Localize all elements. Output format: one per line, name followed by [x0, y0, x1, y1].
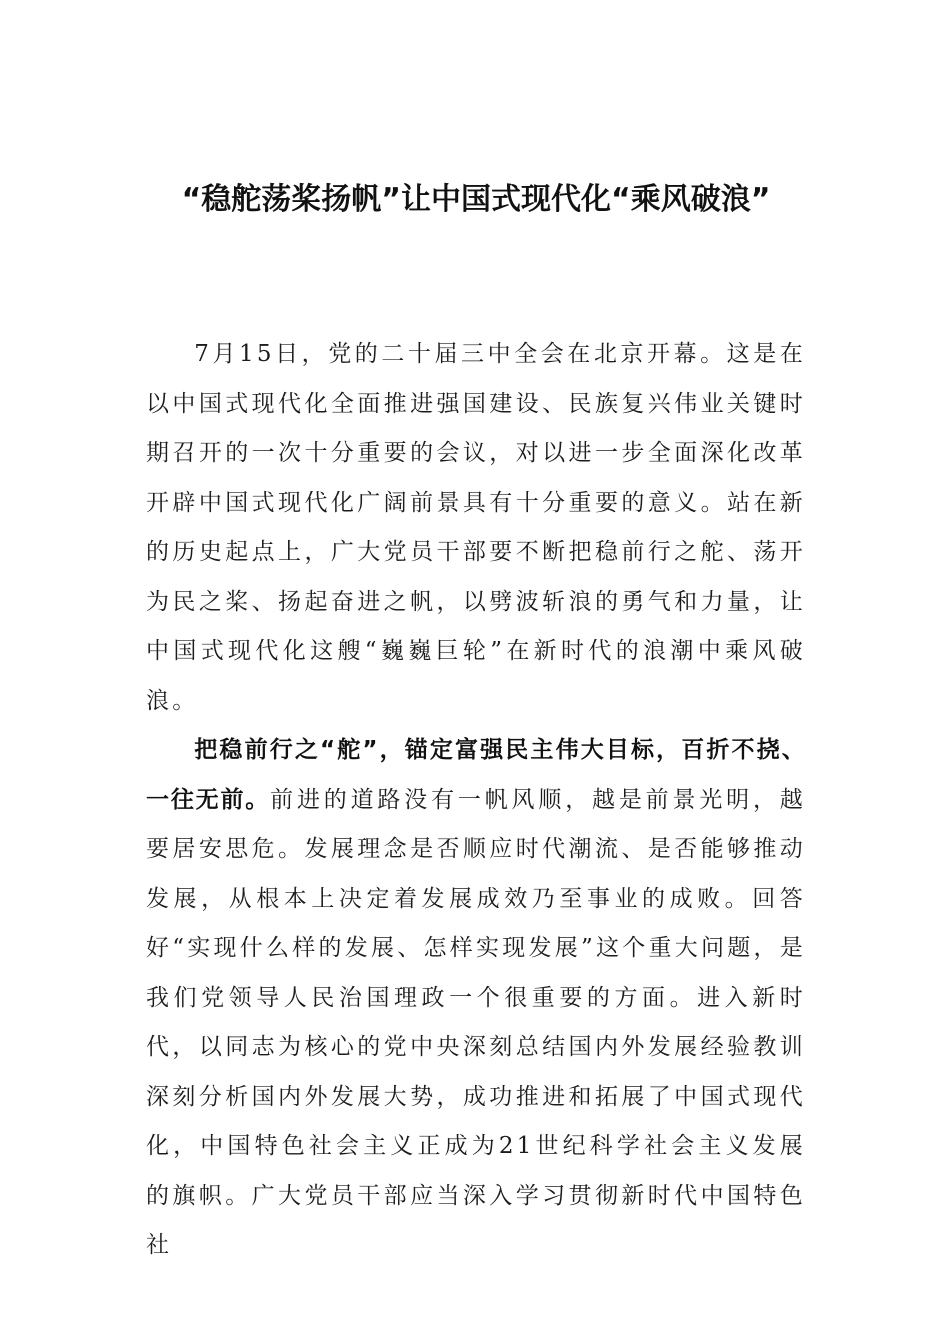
- document-body: [146, 330, 806, 1271]
- document-title: “稳舵荡桨扬帆”让中国式现代化“乘风破浪”: [181, 182, 771, 217]
- paragraph-2-text: 前进的道路没有一帆风顺，越是前景光明，越要居安思危。发展理念是否顺应时代潮流、是否能够推动发展，从根本上决定着发展成效乃至事业的成败。回答好“实现什么样的发展、怎样实现发展”这个重大问题，是我们党领导人民治国理政一个很重要的方面。进入新时代，以同志为核心的党中央深刻总结国内外发展经验教训深刻分析国内外发展大势，成功推进和拓展了中国式现代化，中国特色社会主义正成为21世纪科学社会主义发展的旗帜。广大党员干部应当深入学习贯彻新时代中国特色社: [146, 786, 806, 1258]
- paragraph-1-text: 7月15日，党的二十届三中全会在北京开幕。这是在以中国式现代化全面推进强国建设、民族复兴伟业关键时期召开的一次十分重要的会议，对以进一步全面深化改革开辟中国式现代化广阔前景具有十分重要的意义。站在新的历史起点上，广大党员干部要不断把稳前行之舵、荡开为民之桨、扬起奋进之帆，以劈波斩浪的勇气和力量，让中国式现代化这艘“巍巍巨轮”在新时代的浪潮中乘风破浪。: [146, 341, 806, 714]
- paragraph-1: [146, 330, 806, 726]
- paragraph-2-lead-sentence: 把稳前行之“舵”，锚定富强民主伟大目标，百折不挠、一往无前。: [146, 737, 806, 813]
- paragraph-2: [146, 726, 806, 1271]
